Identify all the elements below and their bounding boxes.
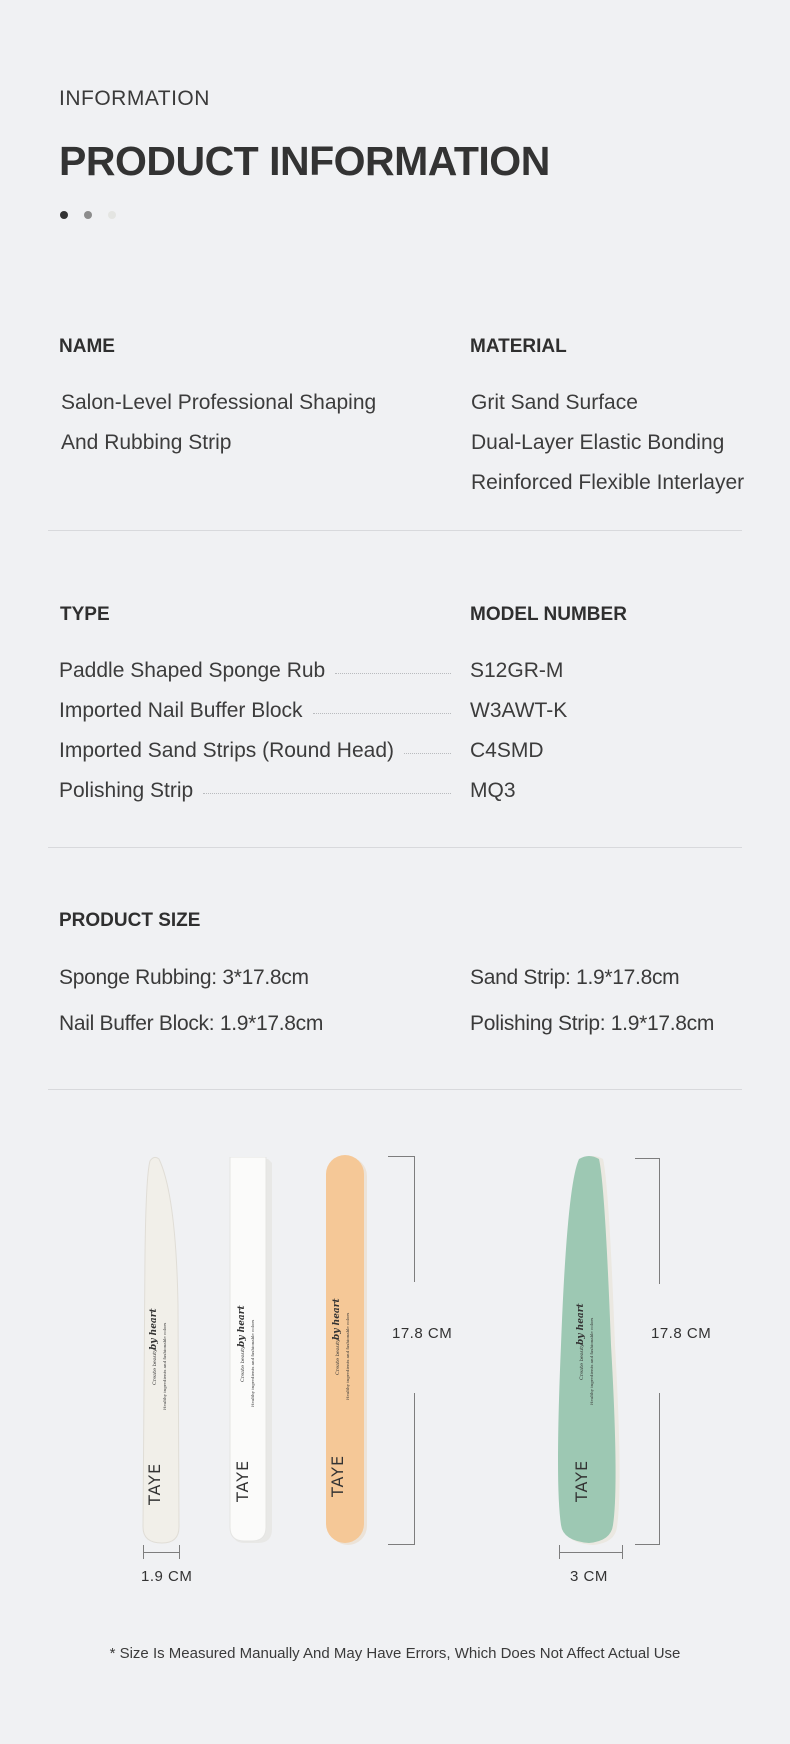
svg-text:TAYE: TAYE: [145, 1462, 164, 1505]
svg-text:by heart: by heart: [149, 1308, 159, 1350]
type-name: Polishing Strip: [59, 779, 194, 802]
type-name: Imported Nail Buffer Block: [59, 699, 303, 722]
svg-text:TAYE: TAYE: [233, 1459, 252, 1502]
svg-text:by heart: by heart: [576, 1303, 586, 1345]
size-item: Sand Strip: 1.9*17.8cm: [470, 966, 680, 989]
type-row: [59, 739, 461, 763]
svg-text:Create beauty: Create beauty: [579, 1344, 585, 1380]
model-value: MQ3: [470, 779, 516, 802]
type-label: TYPE: [60, 604, 110, 625]
dotted-leader: [335, 673, 451, 674]
type-name: Imported Sand Strips (Round Head): [59, 739, 395, 762]
type-name: Paddle Shaped Sponge Rub: [59, 659, 326, 682]
dimension-line: [414, 1156, 415, 1282]
size-item: Nail Buffer Block: 1.9*17.8cm: [59, 1012, 324, 1035]
dimension-line: [414, 1393, 415, 1545]
name-line-2: And Rubbing Strip: [61, 431, 232, 454]
length-label: 17.8 CM: [392, 1325, 453, 1342]
dot-3: [108, 211, 116, 219]
product-size-label: PRODUCT SIZE: [59, 910, 201, 931]
svg-text:Create beauty: Create beauty: [335, 1339, 341, 1375]
svg-text:Create beauty: Create beauty: [152, 1349, 158, 1385]
type-row: [59, 779, 461, 803]
dotted-leader: [203, 793, 451, 794]
type-row: [59, 659, 461, 683]
divider-1: [48, 530, 742, 531]
white-nail-buffer-image: [228, 1157, 276, 1545]
dimension-tick: [622, 1545, 623, 1559]
svg-text:Create beauty: Create beauty: [240, 1346, 246, 1382]
svg-text:TAYE: TAYE: [328, 1454, 347, 1497]
green-sponge-file-image: [557, 1155, 629, 1547]
type-row: [59, 699, 461, 723]
width-label: 3 CM: [570, 1568, 608, 1585]
svg-text:Healthy ingredients and fashio: Healthy ingredients and fashionable colors: [162, 1322, 167, 1410]
size-item: Sponge Rubbing: 3*17.8cm: [59, 966, 309, 989]
svg-text:by heart: by heart: [332, 1298, 342, 1340]
material-line-3: Reinforced Flexible Interlayer: [471, 471, 745, 494]
dot-1: [60, 211, 68, 219]
size-item: Polishing Strip: 1.9*17.8cm: [470, 1012, 715, 1035]
dot-2: [84, 211, 92, 219]
dimension-tick: [179, 1545, 180, 1559]
dotted-leader: [404, 753, 451, 754]
width-label: 1.9 CM: [141, 1568, 193, 1585]
name-line-1: Salon-Level Professional Shaping: [61, 391, 377, 414]
model-value: S12GR-M: [470, 659, 564, 682]
pagination-dots: [60, 211, 116, 219]
name-label: NAME: [59, 336, 115, 357]
dimension-tick: [388, 1156, 415, 1157]
dimension-line: [659, 1393, 660, 1545]
peach-sand-strip-image: [325, 1155, 369, 1547]
material-line-2: Dual-Layer Elastic Bonding: [471, 431, 725, 454]
divider-3: [48, 1089, 742, 1090]
dotted-leader: [313, 713, 451, 714]
divider-2: [48, 847, 742, 848]
page-title: PRODUCT INFORMATION: [59, 138, 550, 184]
footnote: * Size Is Measured Manually And May Have Errors, Which Does Not Affect Actual Use: [109, 1645, 681, 1662]
dimension-line: [559, 1552, 622, 1553]
svg-text:Healthy ingredients and fashio: Healthy ingredients and fashionable colors: [345, 1312, 350, 1400]
dimension-tick: [635, 1544, 660, 1545]
eyebrow-heading: INFORMATION: [59, 87, 210, 110]
cream-nail-file-image: [140, 1155, 185, 1547]
model-value: C4SMD: [470, 739, 544, 762]
dimension-line: [143, 1552, 179, 1553]
svg-text:TAYE: TAYE: [572, 1459, 591, 1502]
svg-text:Healthy ingredients and fashio: Healthy ingredients and fashionable colors: [589, 1317, 594, 1405]
length-label: 17.8 CM: [651, 1325, 712, 1342]
svg-text:Healthy ingredients and fashio: Healthy ingredients and fashionable colors: [250, 1319, 255, 1407]
model-value: W3AWT-K: [470, 699, 568, 722]
material-line-1: Grit Sand Surface: [471, 391, 638, 414]
model-number-label: MODEL NUMBER: [470, 604, 627, 625]
dimension-tick: [388, 1544, 415, 1545]
dimension-tick: [635, 1158, 660, 1159]
dimension-line: [659, 1158, 660, 1284]
svg-text:by heart: by heart: [237, 1305, 247, 1347]
material-label: MATERIAL: [470, 336, 567, 357]
